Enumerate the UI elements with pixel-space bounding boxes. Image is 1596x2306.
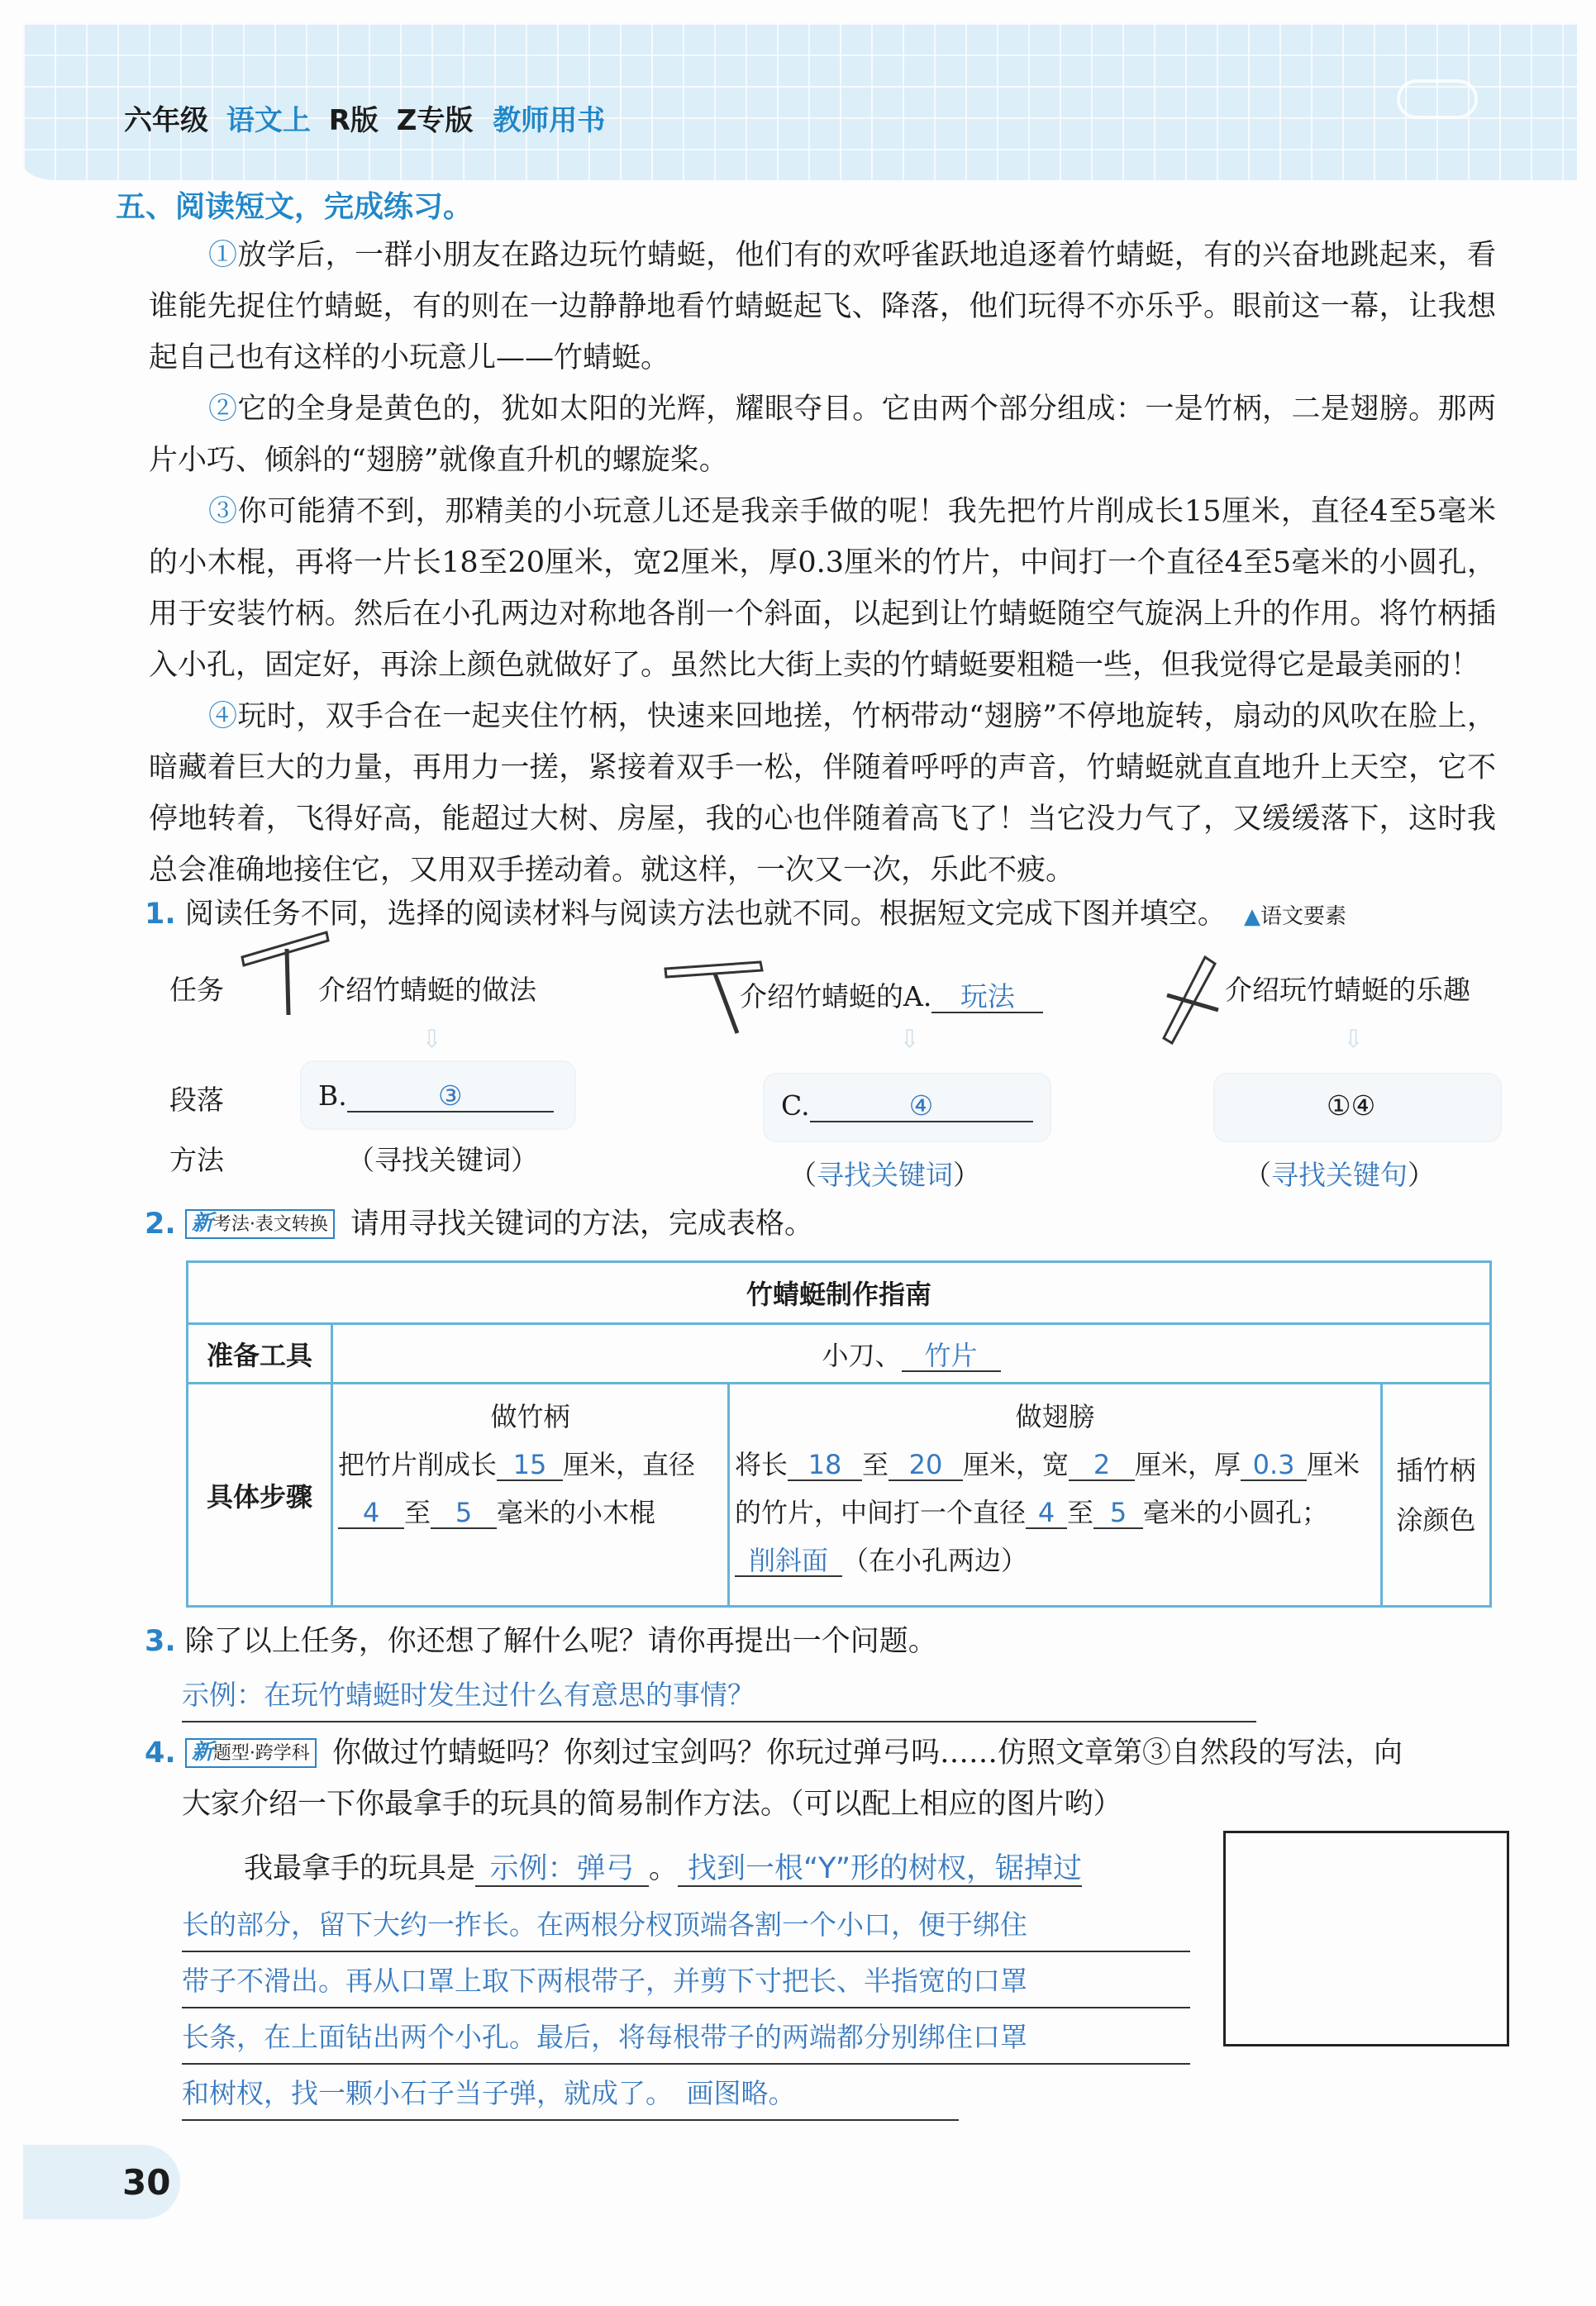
paragraph-answer-b xyxy=(318,1079,554,1113)
paragraph-2 xyxy=(149,384,1496,486)
task-1: 介绍竹蜻蜓的做法 xyxy=(318,974,536,1006)
question-1 xyxy=(145,889,1500,942)
paragraph-1 xyxy=(149,230,1496,384)
answer-line-3[interactable]: 带子不滑出。再从口罩上取下两根带子，并剪下寸把长、半指宽的口罩 xyxy=(182,1956,1190,2008)
header-title xyxy=(124,98,605,138)
col2-answer-3[interactable]: 20 xyxy=(889,1451,963,1481)
col2-text-6: 厘米，厚 xyxy=(1135,1449,1241,1480)
col2-text-10: 至 xyxy=(1067,1497,1094,1528)
task-3: 介绍玩竹蜻蜓的乐趣 xyxy=(1225,974,1470,1006)
down-arrow-icon: ⇩ xyxy=(422,1025,443,1054)
dragonfly-icon xyxy=(1157,951,1232,1050)
question-4-answer-line-1 xyxy=(244,1843,1203,1894)
method-2-answer[interactable]: 寻找关键词 xyxy=(817,1159,953,1191)
paragraph-text: 玩时，双手合在一起夹住竹柄，快速来回地搓，竹柄带动“翅膀”不停地旋转，扇动的风吹在脸上，暗藏着巨大的力量，再用力一搓，紧接着双手一松，伴随着呼呼的声音，竹蜻蜓就直直地升上天空，它不停地转着，飞得好高，能超过大树、房屋，我的心也伴随着高飞了！当它没力气了，又缓缓落下，这时我总会准确地接住它，又用双手搓动着。就这样，一次又一次，乐此不疲。 xyxy=(149,700,1496,887)
answer-line-5[interactable]: 和树杈，找一颗小石子当子弹，就成了。 画图略。 xyxy=(182,2068,959,2121)
col1-text-0: 把竹片削成长 xyxy=(338,1449,498,1480)
steps-col-2 xyxy=(729,1384,1382,1607)
col1-text-4: 至 xyxy=(404,1497,431,1528)
col-1-title: 做竹柄 xyxy=(490,1401,570,1432)
task-2-prefix: 介绍竹蜻蜓的A. xyxy=(740,980,932,1012)
col2-answer-13[interactable]: 削斜面 xyxy=(735,1546,842,1577)
answer-line-1[interactable]: 找到一根“Y”形的树杈，锯掉过 xyxy=(678,1852,1082,1887)
col2-text-14: （在小孔两边） xyxy=(842,1545,1028,1576)
tools-label: 准备工具 xyxy=(188,1324,332,1384)
header-book: 教师用书 xyxy=(493,104,606,137)
col2-text-0: 将长 xyxy=(735,1449,788,1480)
triangle-icon: ▲ xyxy=(1243,904,1260,929)
steps-col-3 xyxy=(1382,1384,1491,1607)
header-version1: R版 xyxy=(328,104,379,137)
method-2-open: （ xyxy=(789,1159,817,1191)
answer-line-2[interactable]: 长的部分，留下大约一拃长。在两根分杈顶端各割一个小口，便于绑住 xyxy=(182,1899,1190,1952)
question-number: 4. xyxy=(145,1737,176,1770)
col-2-title: 做翅膀 xyxy=(1015,1401,1095,1432)
question-number: 2. xyxy=(145,1208,176,1241)
paragraph-col3: ①④ xyxy=(1327,1089,1376,1122)
col2-text-4: 厘米，宽 xyxy=(963,1449,1070,1480)
paragraph-answer-c xyxy=(781,1089,1033,1122)
header-subject: 语文上 xyxy=(226,104,311,137)
paragraph-4 xyxy=(149,691,1496,896)
new-tag-label: 题型·跨学科 xyxy=(212,1743,310,1764)
paragraph-number: ③ xyxy=(208,495,238,528)
period: 。 xyxy=(649,1852,679,1885)
tools-given: 小刀、 xyxy=(822,1339,902,1371)
col2-text-8: 厘米的竹片，中间打一个直径 xyxy=(735,1449,1360,1528)
new-tag xyxy=(185,1738,317,1768)
answer-line-4[interactable]: 长条，在上面钻出两个小孔。最后，将每根带子的两端都分别绑住口罩 xyxy=(182,2012,1190,2065)
col1-text-2: 厘米，直径 xyxy=(563,1449,696,1480)
paragraph-text: 它的全身是黄色的，犹如太阳的光辉，耀眼夺目。它由两个部分组成：一是竹柄，二是翅膀。那两片小巧、倾斜的“翅膀”就像直升机的螺旋桨。 xyxy=(149,393,1496,477)
question-3-answer[interactable]: 示例：在玩竹蜻蜓时发生过什么有意思的事情？ xyxy=(182,1670,1256,1722)
question-2 xyxy=(145,1198,1500,1250)
col2-answer-11[interactable]: 5 xyxy=(1093,1498,1143,1529)
method-1-open: （ xyxy=(347,1144,374,1176)
header-grade: 六年级 xyxy=(124,104,208,137)
header-version2: Z专版 xyxy=(396,104,474,137)
question-number: 3. xyxy=(145,1625,176,1658)
method-2 xyxy=(789,1154,980,1193)
col2-answer-7[interactable]: 0.3 xyxy=(1241,1451,1307,1481)
paragraph-number: ② xyxy=(208,393,238,426)
question-text: 阅读任务不同，选择的阅读材料与阅读方法也就不同。根据短文完成下图并填空。 xyxy=(184,898,1227,931)
col2-text-12: 毫米的小圆孔； xyxy=(1143,1497,1329,1528)
question-4 xyxy=(145,1727,1500,1779)
cloud-icon xyxy=(1397,79,1478,119)
col1-answer-5[interactable]: 5 xyxy=(431,1498,497,1529)
answer-c[interactable]: ④ xyxy=(810,1091,1033,1122)
paragraph-b-prefix: B. xyxy=(318,1079,347,1112)
paragraph-number: ① xyxy=(208,239,238,272)
element-tag-label: 语文要素 xyxy=(1260,904,1346,929)
col2-text-2: 至 xyxy=(862,1449,889,1480)
task-2 xyxy=(740,975,1043,1014)
question-4-line-2: 大家介绍一下你最拿手的玩具的简易制作方法。（可以配上相应的图片哟） xyxy=(182,1788,1122,1821)
steps-label: 具体步骤 xyxy=(188,1384,332,1607)
paragraph-number: ④ xyxy=(208,700,238,733)
row-label-method: 方法 xyxy=(169,1144,224,1176)
method-3 xyxy=(1244,1154,1435,1193)
col3-step-2: 涂颜色 xyxy=(1396,1503,1476,1536)
new-tag xyxy=(185,1209,335,1239)
col2-answer-5[interactable]: 2 xyxy=(1069,1451,1135,1481)
question-text: 除了以上任务，你还想了解什么呢？请你再提出一个问题。 xyxy=(184,1625,937,1658)
col2-answer-1[interactable]: 18 xyxy=(788,1451,862,1481)
answer-b[interactable]: ③ xyxy=(347,1081,554,1113)
element-tag xyxy=(1244,904,1346,929)
paragraph-3 xyxy=(149,486,1496,691)
method-3-close: ） xyxy=(1408,1159,1435,1191)
page-number: 30 xyxy=(23,2145,180,2219)
method-1 xyxy=(347,1139,538,1178)
down-arrow-icon: ⇩ xyxy=(1343,1025,1365,1054)
paragraph-text: 你可能猜不到，那精美的小玩意儿还是我亲手做的呢！我先把竹片削成长15厘米，直径4至5毫米的小木棍，再将一片长18至20厘米，宽2厘米，厚0.3厘米的竹片，中间打一个直径4至5毫米的小圆孔，用于安装竹柄。然后在小孔两边对称地各削一个斜面，以起到让竹蜻蜓随空气旋涡上升的作用。将竹柄插入小孔，固定好，再涂上颜色就做好了。虽然比大街上卖的竹蜻蜓要粗糙一些，但我觉得它是最美丽的！ xyxy=(149,495,1496,682)
col1-answer-1[interactable]: 15 xyxy=(497,1451,563,1481)
tools-answer[interactable]: 竹片 xyxy=(902,1341,1001,1372)
row-label-paragraph: 段落 xyxy=(169,1084,224,1116)
col3-step-1: 插竹柄 xyxy=(1396,1454,1476,1486)
guide-table xyxy=(186,1260,1492,1608)
method-3-open: （ xyxy=(1244,1159,1271,1191)
section-title: 五、阅读短文，完成练习。 xyxy=(116,190,474,224)
drawing-box[interactable] xyxy=(1223,1831,1509,2046)
method-1-close: ） xyxy=(511,1144,538,1176)
down-arrow-icon: ⇩ xyxy=(899,1025,921,1054)
method-1-text: 寻找关键词 xyxy=(374,1144,511,1176)
tools-cell xyxy=(332,1324,1491,1384)
table-title: 竹蜻蜓制作指南 xyxy=(188,1262,1491,1324)
paragraph-c-prefix: C. xyxy=(781,1089,810,1122)
new-tag-mark: 新 xyxy=(191,1211,213,1236)
steps-col-1 xyxy=(332,1384,729,1607)
question-text: 请用寻找关键词的方法，完成表格。 xyxy=(350,1208,813,1241)
lead-text: 我最拿手的玩具是 xyxy=(244,1852,476,1885)
method-2-close: ） xyxy=(953,1159,980,1191)
answer-a[interactable]: 玩法 xyxy=(931,982,1043,1013)
method-3-answer[interactable]: 寻找关键句 xyxy=(1271,1159,1408,1191)
new-tag-mark: 新 xyxy=(191,1740,213,1765)
reading-passage xyxy=(149,230,1496,896)
row-label-task: 任务 xyxy=(169,974,224,1006)
question-number: 1. xyxy=(145,898,176,931)
col1-text-6: 毫米的小木棍 xyxy=(497,1497,656,1528)
col1-answer-3[interactable]: 4 xyxy=(338,1498,404,1529)
question-text-line-1: 你做过竹蜻蜓吗？你刻过宝剑吗？你玩过弹弓吗……仿照文章第③自然段的写法，向 xyxy=(331,1737,1403,1770)
paragraph-text: 放学后，一群小朋友在路边玩竹蜻蜓，他们有的欢呼雀跃地追逐着竹蜻蜓，有的兴奋地跳起来，看谁能先捉住竹蜻蜓，有的则在一边静静地看竹蜻蜓起飞、降落，他们玩得不亦乐乎。眼前这一幕，让我想起自己也有这样的小玩意儿——竹蜻蜓。 xyxy=(149,239,1496,374)
new-tag-label: 考法·表文转换 xyxy=(212,1214,328,1235)
toy-answer[interactable]: 示例：弹弓 xyxy=(475,1853,649,1887)
col2-answer-9[interactable]: 4 xyxy=(1026,1498,1067,1529)
question-3 xyxy=(145,1616,1500,1667)
